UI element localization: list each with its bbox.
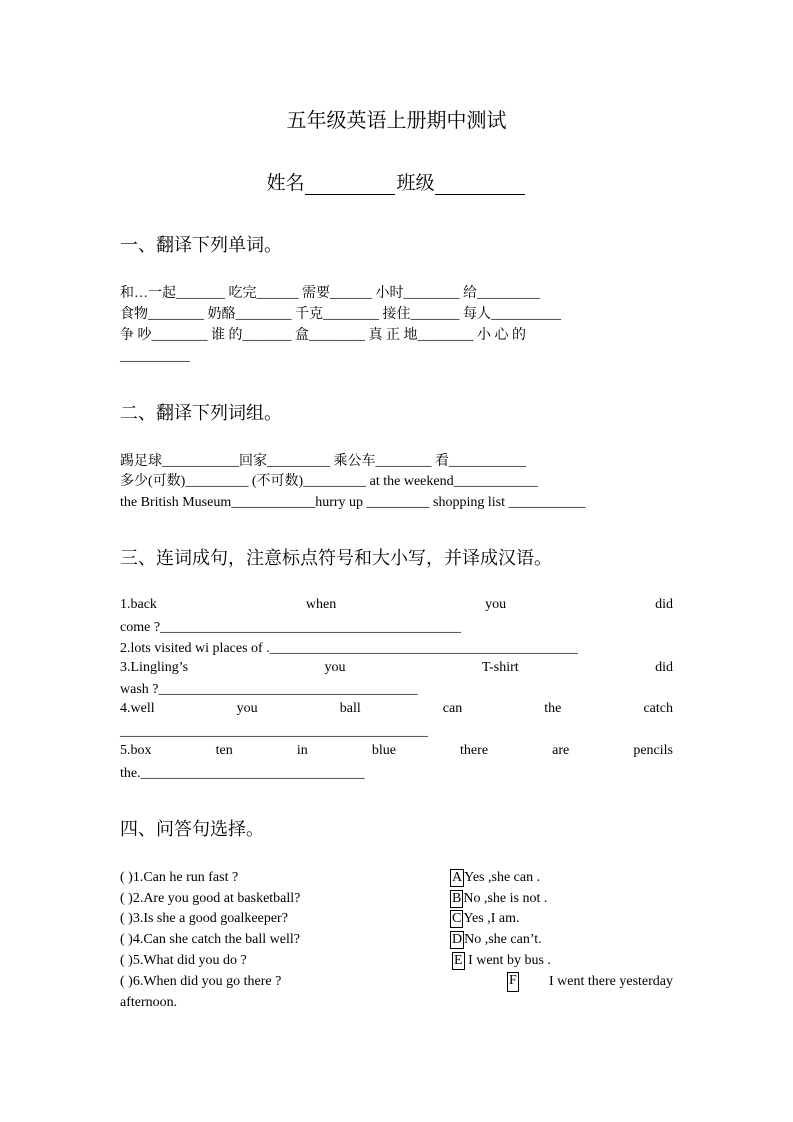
word: did (655, 597, 673, 612)
word: ball (339, 701, 361, 716)
match-option (452, 951, 551, 971)
word: in (296, 743, 308, 758)
page-title: 五年级英语上册期中测试 (286, 110, 507, 132)
section2-line: 多少(可数)_________ (不可数)_________ at the weekend____________ (120, 474, 538, 489)
option-text: I went there yesterday (549, 974, 673, 989)
section1-line: 争 吵________ 谁 的_______ 盒________ 真 正 地________ 小 心 的 (120, 328, 526, 343)
word: 5.box (120, 743, 152, 758)
word: T-shirt (481, 660, 519, 675)
word: can (442, 701, 463, 716)
option-letter-box: C (452, 911, 462, 926)
option-text: Yes ,I am. (463, 911, 520, 926)
section2-heading: 二、翻译下列词组。 (120, 403, 282, 423)
match-option (450, 889, 547, 909)
question-1-answer: come ?___________________________________________ (120, 620, 462, 635)
question-row-2: 2.lots visited wi places of .____________________________________________ (120, 641, 578, 656)
question-5-answer: the.________________________________ (120, 766, 365, 781)
match-question: ( )1.Can he run fast ? (120, 870, 239, 885)
option-letter-box: A (452, 870, 463, 885)
word: are (552, 743, 570, 758)
section4-heading: 四、问答句选择。 (120, 819, 264, 839)
option-text: No ,she is not . (463, 891, 548, 906)
section1-line: 食物________ 奶酪________ 千克________ 接住_______ 每人__________ (120, 307, 561, 322)
option-letter-box: B (452, 891, 462, 906)
question-row-3 (120, 660, 673, 676)
section1-line: 和…一起_______ 吃完______ 需要______ 小时________ 给_________ (120, 286, 540, 301)
option-letter-box: F (507, 972, 519, 992)
section1-heading: 一、翻译下列单词。 (120, 235, 282, 255)
class-blank[interactable] (435, 176, 525, 195)
word: ten (215, 743, 233, 758)
question-3-answer: wash ?_____________________________________ (120, 682, 418, 697)
option-text: Yes ,she can . (464, 870, 541, 885)
word: the (544, 701, 562, 716)
word: blue (371, 743, 396, 758)
question-6-continuation: afternoon. (120, 995, 178, 1010)
question-row-4 (120, 701, 673, 717)
option-letter-box: D (452, 932, 463, 947)
word: catch (643, 701, 673, 716)
section2-line: 踢足球___________回家_________ 乘公车________ 看___________ (120, 454, 526, 469)
name-label: 姓名 (266, 173, 305, 194)
word: there (460, 743, 489, 758)
word: you (324, 660, 346, 675)
option-text: I went by bus . (464, 953, 551, 968)
word: 4.well (120, 701, 155, 716)
match-question: ( )4.Can she catch the ball well? (120, 932, 300, 947)
question-row-1 (120, 597, 673, 613)
word: 3.Lingling’s (120, 660, 189, 675)
match-option (507, 972, 673, 992)
option-letter-box: E (454, 953, 463, 968)
match-question: ( )5.What did you do ? (120, 953, 247, 968)
match-option (450, 909, 519, 929)
word: you (236, 701, 258, 716)
class-label: 班级 (396, 173, 435, 194)
word: 1.back (120, 597, 157, 612)
word: did (655, 660, 673, 675)
match-question: ( )2.Are you good at basketball? (120, 891, 301, 906)
section1-line: __________ (120, 349, 190, 364)
match-question: ( )3.Is she a good goalkeeper? (120, 911, 288, 926)
word: you (485, 597, 507, 612)
option-text: No ,she can’t. (464, 932, 542, 947)
word: when (305, 597, 337, 612)
section2-line: the British Museum____________hurry up _________ shopping list ___________ (120, 495, 586, 510)
name-blank[interactable] (305, 176, 395, 195)
question-row-5 (120, 743, 673, 759)
section3-heading: 三、连词成句，注意标点符号和大小写，并译成汉语。 (120, 548, 552, 568)
match-question: ( )6.When did you go there ? (120, 974, 282, 989)
match-option (450, 868, 540, 888)
word: pencils (633, 743, 673, 758)
match-option (450, 930, 542, 950)
question-4-answer: ____________________________________________ (120, 724, 428, 739)
name-class-row (0, 168, 793, 195)
